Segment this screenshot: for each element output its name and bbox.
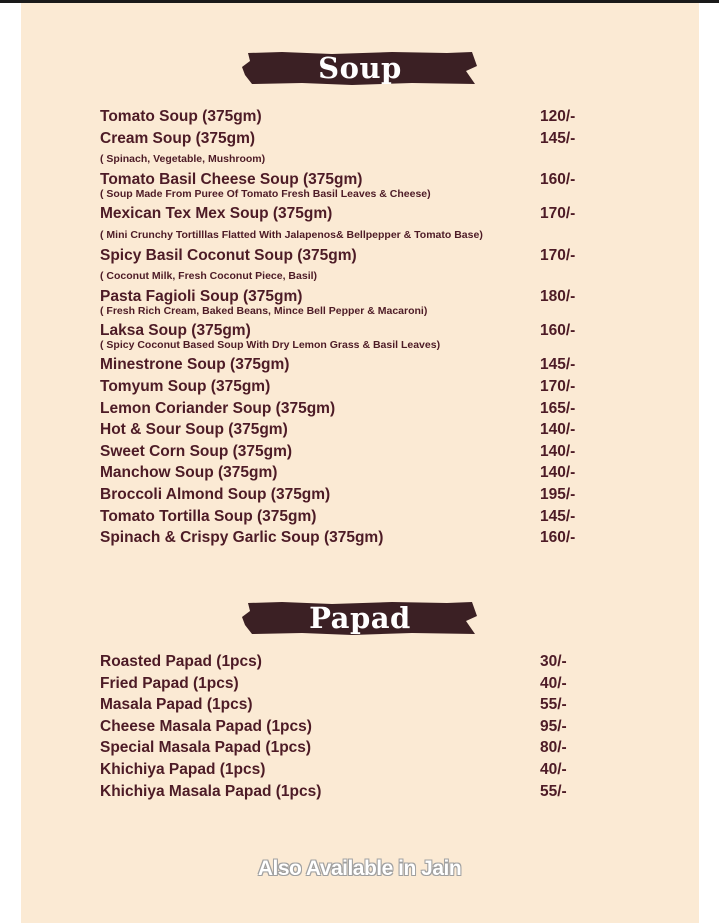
menu-item: [100, 716, 620, 738]
soup-section-banner: [242, 51, 478, 85]
menu-item-description: ( Mini Crunchy Tortilllas Flatted With Jalapenos& Bellpepper & Tomato Base): [100, 228, 483, 241]
menu-item-description: ( Spicy Coconut Based Soup With Dry Lemon Grass & Basil Leaves): [100, 339, 441, 352]
menu-item-name: Lemon Coriander Soup (375gm): [100, 399, 336, 417]
menu-item-price: 140/-: [540, 442, 576, 460]
menu-item: [100, 781, 620, 803]
menu-item-name: Roasted Papad (1pcs): [100, 653, 262, 670]
menu-item: [100, 441, 620, 463]
menu-item: [100, 506, 620, 528]
menu-item: [100, 484, 620, 506]
menu-item-name: Sweet Corn Soup (375gm): [100, 442, 293, 460]
menu-item: [100, 419, 620, 441]
menu-item-name: Pasta Fagioli Soup (375gm): [100, 288, 303, 306]
menu-item: [100, 169, 620, 189]
menu-item: [100, 106, 620, 128]
menu-item-price: 140/-: [540, 421, 576, 439]
menu-item: [100, 694, 620, 716]
menu-item-name: Masala Papad (1pcs): [100, 696, 253, 714]
menu-item-name: Cheese Masala Papad (1pcs): [100, 717, 312, 735]
menu-item-name: Tomato Soup (375gm): [100, 108, 262, 125]
menu-item: [100, 128, 620, 150]
menu-item-description: ( Soup Made From Puree Of Tomato Fresh Basil Leaves & Cheese): [100, 188, 431, 201]
menu-item-name: Broccoli Almond Soup (375gm): [100, 485, 331, 503]
menu-item-name: Khichiya Papad (1pcs): [100, 760, 266, 778]
menu-item-description: ( Coconut Milk, Fresh Coconut Piece, Basil): [100, 270, 318, 283]
menu-item-price: 160/-: [540, 322, 576, 340]
menu-item-name: Spicy Basil Coconut Soup (375gm): [100, 246, 357, 264]
menu-item: [100, 376, 620, 398]
menu-item-price: 145/-: [540, 507, 576, 525]
menu-item-price: 170/-: [540, 205, 576, 223]
menu-item-price: 180/-: [540, 288, 576, 306]
menu-item-name: Special Masala Papad (1pcs): [100, 739, 312, 757]
menu-item-price: 195/-: [540, 485, 576, 503]
menu-item-name: Tomato Tortilla Soup (375gm): [100, 507, 317, 525]
menu-item-name: Spinach & Crispy Garlic Soup (375gm): [100, 529, 384, 547]
menu-item-price: 55/-: [540, 782, 567, 800]
menu-item: [100, 203, 620, 225]
section-title: Soup: [318, 51, 402, 85]
menu-item: [100, 462, 620, 484]
menu-item-price: 145/-: [540, 356, 576, 374]
menu-item-price: 160/-: [540, 171, 576, 189]
papad-menu-list: [100, 651, 620, 802]
menu-item-name: Tomyum Soup (375gm): [100, 377, 271, 395]
menu-item: [100, 737, 620, 759]
menu-item: [100, 651, 620, 673]
menu-item-price: 30/-: [540, 653, 567, 670]
menu-item-description: ( Fresh Rich Cream, Baked Beans, Mince Bell Pepper & Macaroni): [100, 305, 428, 318]
menu-item-price: 120/-: [540, 108, 576, 125]
menu-item-price: 40/-: [540, 760, 567, 778]
menu-item-name: Manchow Soup (375gm): [100, 464, 278, 482]
menu-item: [100, 245, 620, 267]
menu-item-name: Khichiya Masala Papad (1pcs): [100, 782, 322, 800]
papad-section-banner: [242, 601, 478, 635]
menu-item: [100, 354, 620, 376]
menu-item-description: ( Spinach, Vegetable, Mushroom): [100, 153, 266, 166]
menu-item-price: 160/-: [540, 529, 576, 547]
menu-item-price: 95/-: [540, 717, 567, 735]
menu-item-price: 170/-: [540, 246, 576, 264]
menu-item-name: Cream Soup (375gm): [100, 129, 256, 147]
menu-item-price: 170/-: [540, 377, 576, 395]
menu-item-name: Tomato Basil Cheese Soup (375gm): [100, 171, 363, 189]
menu-item-name: Minestrone Soup (375gm): [100, 356, 290, 374]
jain-availability-note: Also Available in Jain: [257, 857, 462, 880]
menu-item-name: Fried Papad (1pcs): [100, 674, 239, 692]
menu-item-price: 40/-: [540, 674, 567, 692]
menu-item-price: 55/-: [540, 696, 567, 714]
soup-menu-list: [100, 106, 620, 549]
menu-item: [100, 673, 620, 695]
menu-item-price: 165/-: [540, 399, 576, 417]
menu-item-name: Mexican Tex Mex Soup (375gm): [100, 205, 333, 223]
menu-item: [100, 398, 620, 420]
menu-item-price: 145/-: [540, 129, 576, 147]
menu-item: [100, 286, 620, 306]
menu-item: [100, 527, 620, 549]
menu-item: [100, 759, 620, 781]
menu-item-name: Hot & Sour Soup (375gm): [100, 421, 288, 439]
menu-item-name: Laksa Soup (375gm): [100, 322, 251, 340]
section-title: Papad: [309, 601, 411, 635]
menu-item-price: 140/-: [540, 464, 576, 482]
menu-item: [100, 320, 620, 340]
menu-item-price: 80/-: [540, 739, 567, 757]
